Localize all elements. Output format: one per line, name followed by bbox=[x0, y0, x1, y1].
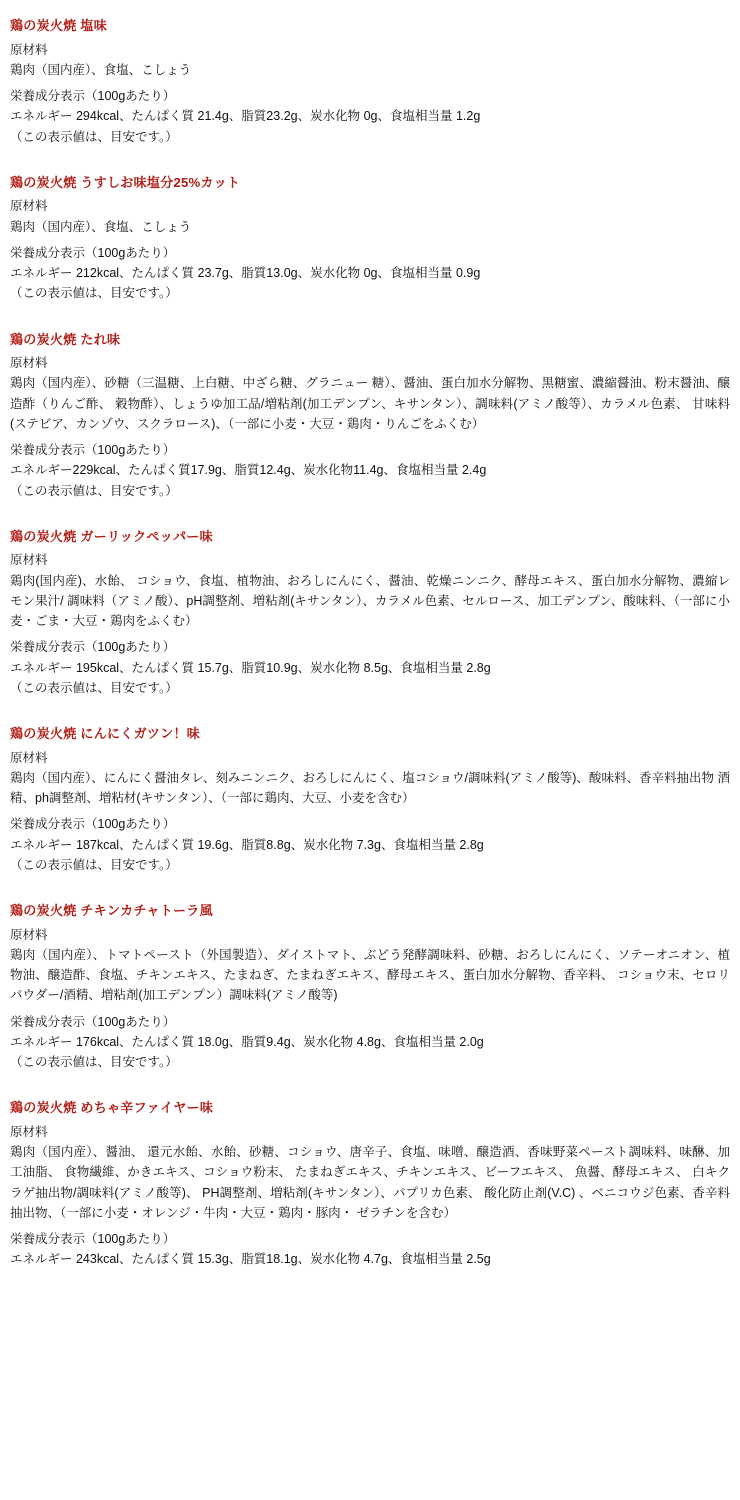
product-title: 鶏の炭火焼 ガーリックペッパー味 bbox=[10, 528, 213, 544]
ingredients-heading: 原材料 bbox=[10, 42, 48, 57]
nutrition-disclaimer: （この表示値は、目安です。） bbox=[10, 857, 178, 872]
product-title: 鶏の炭火焼 うすしお味塩分25%カット bbox=[10, 174, 241, 190]
nutrition-disclaimer: （この表示値は、目安です。） bbox=[10, 286, 178, 301]
ingredients-text: 鶏肉(国内産)、水飴、 コショウ、食塩、植物油、おろしにんにく、醤油、乾燥ニンニク、酵母エキス、蛋白加水分解物、濃縮レモン果汁/ 調味料（アミノ酸）、pH調整剤、増粘剤(キサンタン）、カラメル色素、セルロース、加工デンプン、酸味料、（一部に小麦・ごま・大豆・鶏肉をふくむ） bbox=[10, 573, 730, 628]
nutrition-heading: 栄養成分表示（100gあたり） bbox=[10, 640, 176, 655]
product-block bbox=[10, 173, 730, 304]
ingredients-text: 鶏肉（国内産）、トマトペースト（外国製造）、ダイストマト、ぶどう発酵調味料、砂糖、おろしにんにく、ソテーオニオン、植物油、醸造酢、食塩、チキンエキス、たまねぎ、たまねぎエキス、酵母エキス、蛋白加水分解物、香辛料、 コショウ末、セロリパウダー/酒精、増粘剤(加工デンプン）調味料(アミノ酸等) bbox=[10, 947, 730, 1003]
nutrition-disclaimer: （この表示値は、目安です。） bbox=[10, 483, 178, 498]
nutrition-values: エネルギー 176kcal、たんぱく質 18.0g、脂質9.4g、炭水化物 4.8g、食塩相当量 2.0g bbox=[10, 1034, 484, 1049]
nutrition-heading: 栄養成分表示（100gあたり） bbox=[10, 1014, 176, 1029]
nutrition-disclaimer: （この表示値は、目安です。） bbox=[10, 680, 178, 695]
ingredients-heading: 原材料 bbox=[10, 927, 48, 942]
ingredients-heading: 原材料 bbox=[10, 199, 48, 214]
product-block bbox=[10, 330, 730, 501]
ingredients-text: 鶏肉（国内産）、砂糖（三温糖、上白糖、中ざら糖、グラニュー 糖）、醤油、蛋白加水分解物、黒糖蜜、濃縮醤油、粉末醤油、醸造酢（りんご酢、 穀物酢）、しょうゆ加工品/増粘剤(加工デンプン、キサンタン）、調味料(アミノ酸等）、カラメル色素、 甘味料(ステビア、カンゾウ、スクラロース)、（一部に小麦・大豆・鶏肉・りんごをふくむ） bbox=[10, 376, 730, 431]
product-title: 鶏の炭火焼 たれ味 bbox=[10, 331, 121, 347]
nutrition-heading: 栄養成分表示（100gあたり） bbox=[10, 245, 176, 260]
product-block bbox=[10, 724, 730, 875]
product-title: 鶏の炭火焼 にんにくガツン！味 bbox=[10, 726, 201, 741]
ingredients-text: 鶏肉（国内産）、醤油、 還元水飴、水飴、砂糖、コショウ、唐辛子、食塩、味噌、醸造酒、香味野菜ペースト調味料、味醂、加 工油脂、 食物繊維、かきエキス、コショウ粉末、 たまねぎエキス、チキンエキス、ビーフエキス、 魚醤、酵母エキス、 白キクラゲ抽出物/調味料(アミノ酸等)、 PH調整剤、増粘剤(キサンタン）、パプリカ色素、 酸化防止剤(V.C) 、ベニコウジ色素、香辛料抽出物、（一部に小麦・オレンジ・牛肉・大豆・鶏肉・豚肉・ ゼラチンを含む） bbox=[10, 1145, 730, 1220]
nutrition-disclaimer: （この表示値は、目安です。） bbox=[10, 1055, 178, 1069]
nutrition-heading: 栄養成分表示（100gあたり） bbox=[10, 89, 176, 103]
nutrition-heading: 栄養成分表示（100gあたり） bbox=[10, 817, 176, 832]
ingredients-text: 鶏肉（国内産）、食塩、こしょう bbox=[10, 62, 192, 77]
nutrition-values: エネルギー 212kcal、たんぱく質 23.7g、脂質13.0g、炭水化物 0g、食塩相当量 0.9g bbox=[10, 266, 481, 280]
ingredients-heading: 原材料 bbox=[10, 1124, 48, 1139]
nutrition-disclaimer: （この表示値は、目安です。） bbox=[10, 129, 178, 144]
ingredients-heading: 原材料 bbox=[10, 356, 48, 370]
product-title: 鶏の炭火焼 めちゃ辛ファイヤー味 bbox=[10, 1100, 214, 1116]
ingredients-text: 鶏肉（国内産）、食塩、こしょう bbox=[10, 219, 192, 234]
ingredients-text: 鶏肉（国内産）、にんにく醤油タレ、刻みニンニク、おろしにんにく、塩コショウ/調味料(アミノ酸等)、酸味料、香辛料抽出物 酒精、ph調整剤、増粘材(キサンタン）、（一部に鶏肉、大豆、小麦を含む） bbox=[10, 770, 730, 805]
nutrition-values: エネルギー 294kcal、たんぱく質 21.4g、脂質23.2g、炭水化物 0g、食塩相当量 1.2g bbox=[10, 109, 481, 124]
product-block bbox=[10, 901, 730, 1072]
nutrition-values: エネルギー 243kcal、たんぱく質 15.3g、脂質18.1g、炭水化物 4.7g、食塩相当量 2.5g bbox=[10, 1252, 491, 1267]
product-block bbox=[10, 16, 730, 147]
nutrition-values: エネルギー 187kcal、たんぱく質 19.6g、脂質8.8g、炭水化物 7.3g、食塩相当量 2.8g bbox=[10, 837, 484, 852]
product-block bbox=[10, 527, 730, 698]
nutrition-values: エネルギー 195kcal、たんぱく質 15.7g、脂質10.9g、炭水化物 8.5g、食塩相当量 2.8g bbox=[10, 660, 491, 675]
ingredients-heading: 原材料 bbox=[10, 553, 48, 568]
nutrition-heading: 栄養成分表示（100gあたり） bbox=[10, 1232, 176, 1246]
nutrition-values: エネルギー229kcal、たんぱく質17.9g、脂質12.4g、炭水化物11.4g、食塩相当量 2.4g bbox=[10, 463, 487, 478]
nutrition-heading: 栄養成分表示（100gあたり） bbox=[10, 443, 176, 457]
ingredients-heading: 原材料 bbox=[10, 750, 48, 765]
product-title: 鶏の炭火焼 チキンカチャトーラ風 bbox=[10, 903, 213, 918]
product-block bbox=[10, 1098, 730, 1269]
product-title: 鶏の炭火焼 塩味 bbox=[10, 18, 108, 33]
